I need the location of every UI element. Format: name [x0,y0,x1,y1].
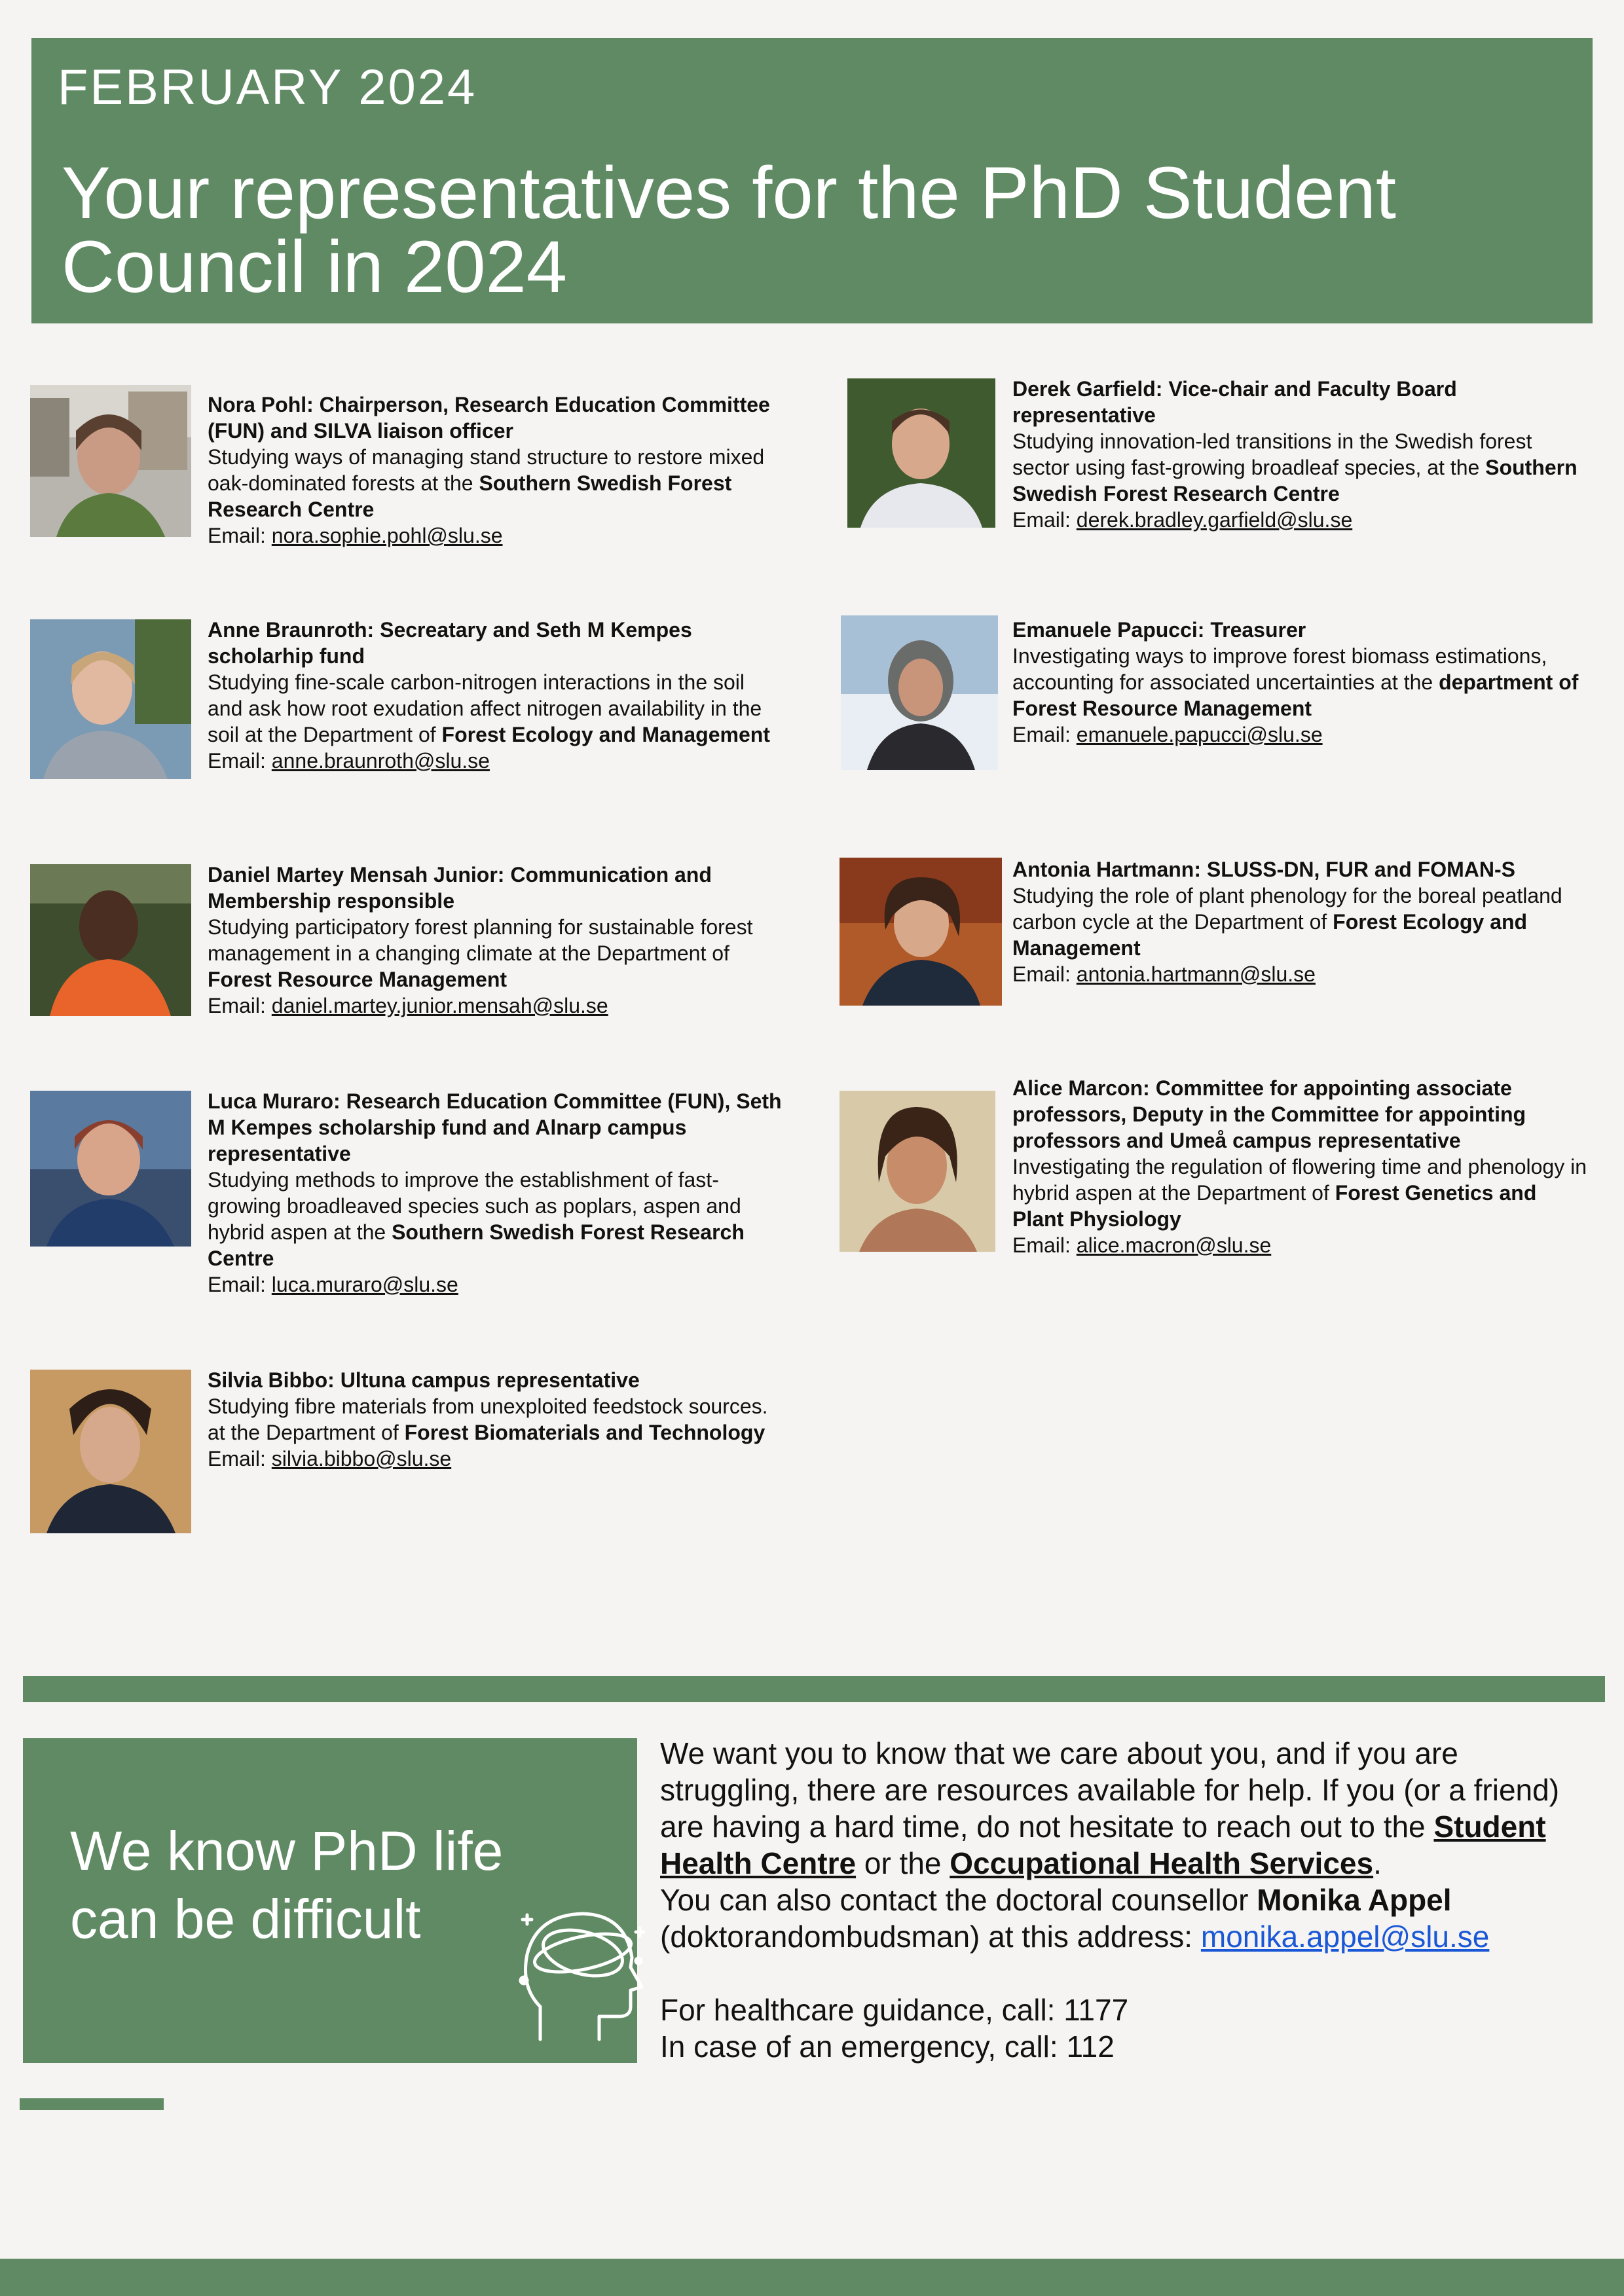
section-divider [23,1676,1605,1702]
rep-description: Studying innovation-led transitions in the Swedish forest sector using fast-growing broadleaf species, at the Southern Swedish Forest Research Centre [1012,429,1578,505]
support-panel [23,1738,637,2063]
page-title: Your representatives for the PhD Student Council in 2024 [62,152,1396,308]
rep-card-antonia [1012,856,1589,987]
counsellor-email-link[interactable]: monika.appel@slu.se [1200,1920,1490,1954]
rep-description: Investigating ways to improve forest biomass estimations, accounting for associated uncertainties at the department of Forest Resource Management [1012,644,1579,720]
rep-photo-silvia [30,1370,191,1533]
rep-email-link[interactable]: alice.macron@slu.se [1076,1233,1272,1257]
rep-description: Studying fine-scale carbon-nitrogen interactions in the soil and ask how root exudation affect nitrogen availability in the soil at the Department of Forest Ecology and Management [208,670,770,746]
rep-email: Email: emanuele.papucci@slu.se [1012,723,1323,746]
rep-photo-antonia [840,858,1002,1006]
short-accent-bar [20,2098,164,2110]
rep-email-link[interactable]: antonia.hartmann@slu.se [1076,962,1316,986]
rep-name: Nora Pohl: Chairperson, Research Education Committee (FUN) and SILVA liaison officer [208,393,770,443]
footer-bar [0,2259,1624,2296]
rep-email-link[interactable]: silvia.bibbo@slu.se [271,1447,452,1470]
rep-email-link[interactable]: luca.muraro@slu.se [271,1273,458,1296]
header-month: FEBRUARY 2024 [58,60,477,115]
support-paragraph: We want you to know that we care about you, and if you are struggling, there are resources available for help. If you (or a friend) are having a hard time, do not hesitate to reach out to the Student Health Centre or the Occupational Health Services. You can also contact the doctoral counsellor Monika Appel (doktorandombudsman) at this address: monika.appel@slu.se [660,1736,1560,1954]
rep-photo-emanuele [841,615,998,770]
rep-card-luca [208,1088,784,1298]
rep-name: Emanuele Papucci: Treasurer [1012,618,1306,642]
rep-photo-anne [30,619,191,779]
rep-name: Silvia Bibbo: Ultuna campus representative [208,1368,640,1392]
rep-card-alice [1012,1075,1589,1258]
rep-description: Studying fibre materials from unexploited feedstock sources. at the Department of Forest Biomaterials and Technology [208,1394,768,1444]
rep-email: Email: luca.muraro@slu.se [208,1273,458,1296]
rep-card-derek [1012,376,1589,533]
rep-card-daniel [208,862,784,1019]
header-banner [31,38,1593,323]
rep-name: Derek Garfield: Vice-chair and Faculty Board representative [1012,377,1457,427]
rep-email: Email: derek.bradley.garfield@slu.se [1012,508,1353,532]
rep-email-link[interactable]: emanuele.papucci@slu.se [1076,723,1323,746]
rep-email: Email: nora.sophie.pohl@slu.se [208,524,503,547]
rep-name: Daniel Martey Mensah Junior: Communication and Membership responsible [208,863,712,913]
rep-card-emanuele [1012,617,1589,748]
rep-photo-alice [840,1091,995,1252]
rep-description: Investigating the regulation of flowering time and phenology in hybrid aspen at the Department of Forest Genetics and Plant Physiology [1012,1155,1587,1231]
rep-email-link[interactable]: nora.sophie.pohl@slu.se [271,524,503,547]
rep-email-link[interactable]: derek.bradley.garfield@slu.se [1076,508,1353,532]
support-heading: We know PhD life can be difficult [70,1820,504,1950]
student-health-link[interactable]: Student Health Centre [660,1810,1546,1880]
rep-card-anne [208,617,784,774]
support-text [660,1735,1603,2065]
rep-card-nora [208,392,797,549]
rep-name: Anne Braunroth: Secreatary and Seth M Kempes scholarhip fund [208,618,692,668]
rep-email-link[interactable]: daniel.martey.junior.mensah@slu.se [271,994,608,1017]
occupational-health-link[interactable]: Occupational Health Services [950,1846,1374,1880]
rep-email: Email: silvia.bibbo@slu.se [208,1447,452,1470]
rep-name: Antonia Hartmann: SLUSS-DN, FUR and FOMAN-S [1012,858,1515,881]
rep-email: Email: anne.braunroth@slu.se [208,749,490,773]
healthcare-line: For healthcare guidance, call: 1177 [660,1993,1129,2027]
rep-description: Studying participatory forest planning for sustainable forest management in a changing climate at the Department of Forest Resource Management [208,915,753,991]
rep-email-link[interactable]: anne.braunroth@slu.se [271,749,490,773]
rep-name: Luca Muraro: Research Education Committee (FUN), Seth M Kempes scholarship fund and Alnarp campus representative [208,1089,782,1165]
counsellor-name: Monika Appel [1257,1883,1452,1917]
rep-email: Email: antonia.hartmann@slu.se [1012,962,1316,986]
rep-description: Studying ways of managing stand structure to restore mixed oak-dominated forests at the Southern Swedish Forest Research Centre [208,445,765,521]
rep-photo-luca [30,1091,191,1247]
rep-email: Email: alice.macron@slu.se [1012,1233,1272,1257]
rep-email: Email: daniel.martey.junior.mensah@slu.se [208,994,608,1017]
rep-name: Alice Marcon: Committee for appointing associate professors, Deputy in the Committee for appointing professors and Umeå campus representative [1012,1076,1526,1152]
rep-description: Studying methods to improve the establishment of fast-growing broadleaved species such as poplars, aspen and hybrid aspen at the Southern Swedish Forest Research Centre [208,1168,745,1270]
rep-card-silvia [208,1367,784,1472]
head-mind-icon [514,1902,652,2046]
rep-description: Studying the role of plant phenology for the boreal peatland carbon cycle at the Department of Forest Ecology and Management [1012,884,1562,960]
rep-photo-nora [30,385,191,537]
rep-photo-derek [847,378,995,528]
emergency-line: In case of an emergency, call: 112 [660,2030,1115,2064]
rep-photo-daniel [30,864,191,1016]
